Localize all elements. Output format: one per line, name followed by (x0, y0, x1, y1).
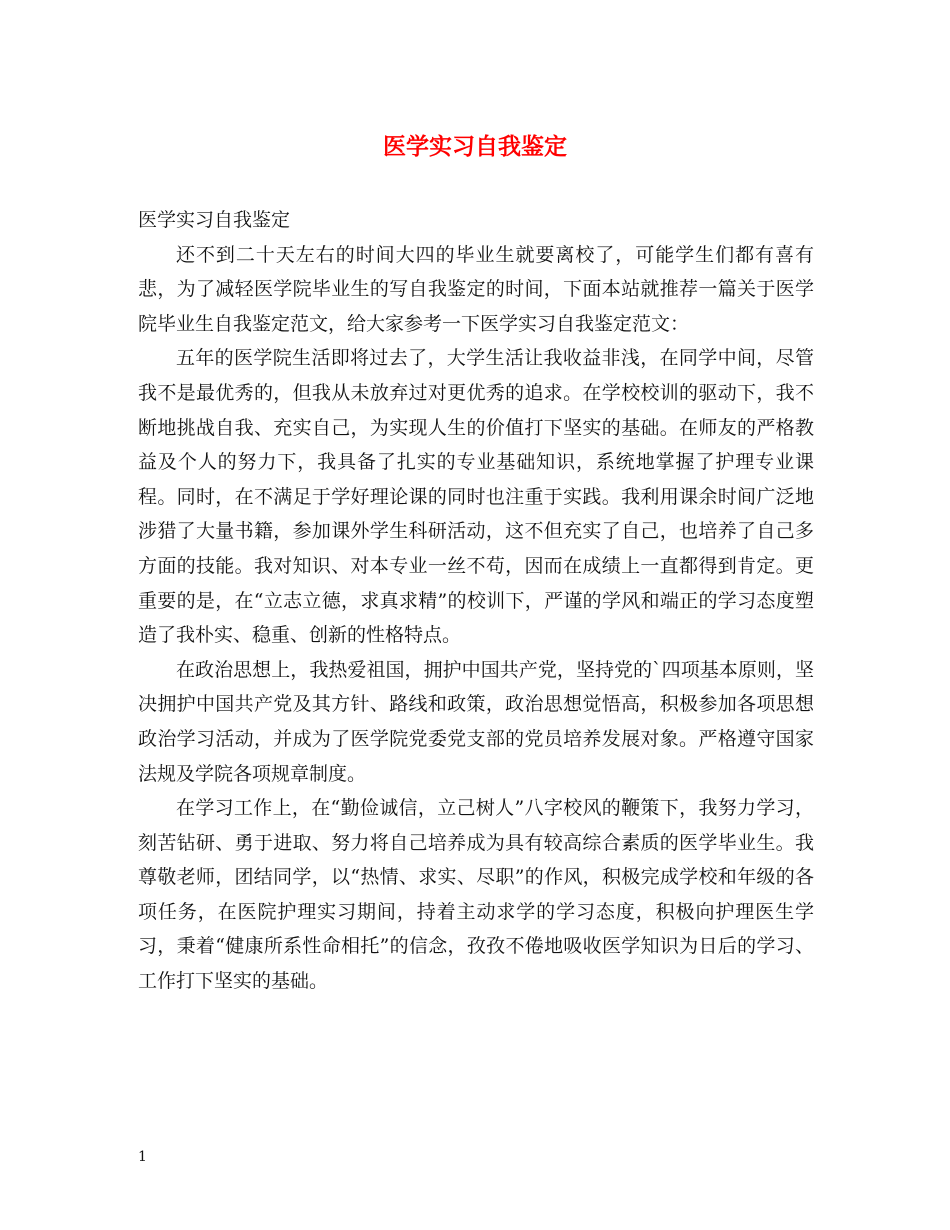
subtitle-line: 医学实习自我鉴定 (138, 209, 291, 231)
page-number: 1 (138, 1149, 147, 1165)
paragraph-work: 在学习工作上，在“勤俭诚信，立己树人”八字校风的鞭策下，我努力学习，刻苦钻研、勇于进取、努力将自己培养成为具有较高综合素质的医学毕业生。我尊敬老师，团结同学，以“热情、求实、尽职”的作风，积极完成学校和年级的各项任务，在医院护理实习期间，持着主动求学的学习态度，积极向护理医生学习，秉着“健康所系性命相托”的信念，孜孜不倦地吸收医学知识为日后的学习、工作打下坚实的基础。 (138, 797, 814, 993)
paragraph-politics: 在政治思想上，我热爱祖国，拥护中国共产党，坚持党的`四项基本原则，坚决拥护中国共产党及其方针、路线和政策，政治思想觉悟高，积极参加各项思想政治学习活动，并成为了医学院党委党支部的党员培养发展对象。严格遵守国家法规及学院各项规章制度。 (138, 658, 814, 785)
paragraph-intro: 还不到二十天左右的时间大四的毕业生就要离校了，可能学生们都有喜有悲，为了减轻医学院毕业生的写自我鉴定的时间，下面本站就推荐一篇关于医学院毕业生自我鉴定范文，给大家参考一下医学实习自我鉴定范文： (138, 243, 814, 335)
document-title: 医学实习自我鉴定 (383, 133, 567, 160)
paragraph-study-life: 五年的医学院生活即将过去了，大学生活让我收益非浅，在同学中间，尽管我不是最优秀的，但我从未放弃过对更优秀的追求。在学校校训的驱动下，我不断地挑战自我、充实自己，为实现人生的价值打下坚实的基础。在师友的严格教益及个人的努力下，我具备了扎实的专业基础知识，系统地掌握了护理专业课程。同时，在不满足于学好理论课的同时也注重于实践。我利用课余时间广泛地涉猎了大量书籍，参加课外学生科研活动，这不但充实了自己，也培养了自己多方面的技能。我对知识、对本专业一丝不苟，因而在成绩上一直都得到肯定。更重要的是，在“立志立德，求真求精”的校训下，严谨的学风和端正的学习态度塑造了我朴实、稳重、创新的性格特点。 (138, 347, 814, 647)
document-body (138, 203, 814, 999)
